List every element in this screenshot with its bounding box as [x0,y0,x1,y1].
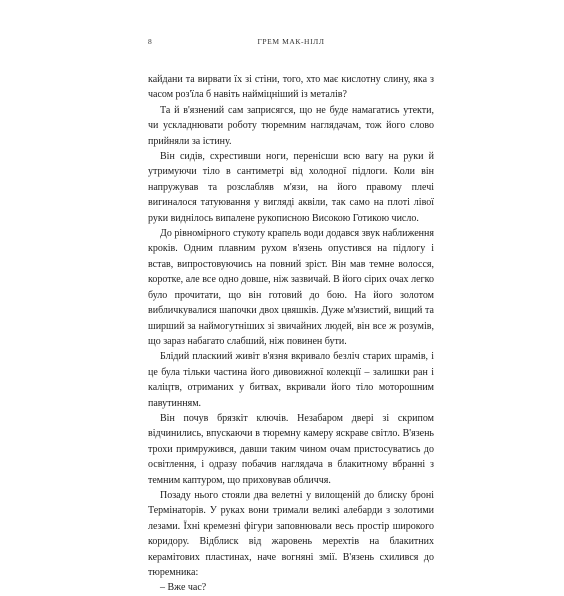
paragraph: Він сидів, схрестивши ноги, перенісши всю вагу на руки й утримуючи тіло в сантиметрі від холодної підлоги. Коли він напружував та розслабляв м'язи, на його правому плечі вигиналося татуювання у вигляді аквіли, так само на плоті лівої руки виднілось випалене рукописною Високою Готикою число. [148,151,434,224]
paragraph: Блідий пласкиий живіт в'язня вкривало безліч старих шрамів, і це була тільки частина його дивовижної колекції – залишки ран і каліцтв, отриманих у битвах, вкривали його тіло моторошним павутинням. [148,351,434,409]
author-name: ГРЕМ МАК-НІЛЛ [257,37,325,46]
paragraph: кайдани та вирвати їх зі стіни, того, хто має кислотну слину, яка з часом роз'їла б навіть найміцніший із металів? [148,74,434,101]
paragraph: – Вже час? [160,582,207,594]
running-head [148,37,434,49]
paragraph: Він почув брязкіт ключів. Незабаром двері зі скрипом відчинились, впускаючи в тюремну камеру яскраве світло. В'язень трохи примружився, давши таким чином очам пристосуватись до освітлення, і одразу побачив наглядача в блакитному вбранні з темним каптуром, що приховував обличчя. [148,412,434,486]
paragraph: До рівномірного стукоту крапель води додався звук наближення кроків. Одним плавним рухом в'язень опустився на підлогу і встав, випростовуючись на повний зріст. Він мав темне волосся, коротке, але все одно довше, ніж зазвичай. В його сірих очах легко було прочитати, що він готовий до бою. На його золотом вибличкувалися шапочки двох цвяшків. Дуже м'язистий, вищий та ширший за наймогутніших зі звичайних людей, він все ж розумів, що зараз набагато слабший, ніж повинен бути. [148,228,434,347]
body-text [148,72,434,596]
page-number: 8 [148,37,153,46]
paragraph: Позаду нього стояли два велетні у вилощеній до блиску броні Термінаторів. У руках вони тримали великі алебарди з золотими лезами. Їхні кремезні фігури заповнювали весь простір широкого коридору. Відблиск від жаровень мерехтів на блакитних керамітових пластинах, наче вогняні змії. В'язень схилився до тюремника: [148,489,434,578]
paragraph: Та й в'язнений сам заприсягся, що не буде намагатись утекти, чи ускладнювати роботу тюремним наглядачам, тож його слово прийняли за істину. [148,104,434,147]
